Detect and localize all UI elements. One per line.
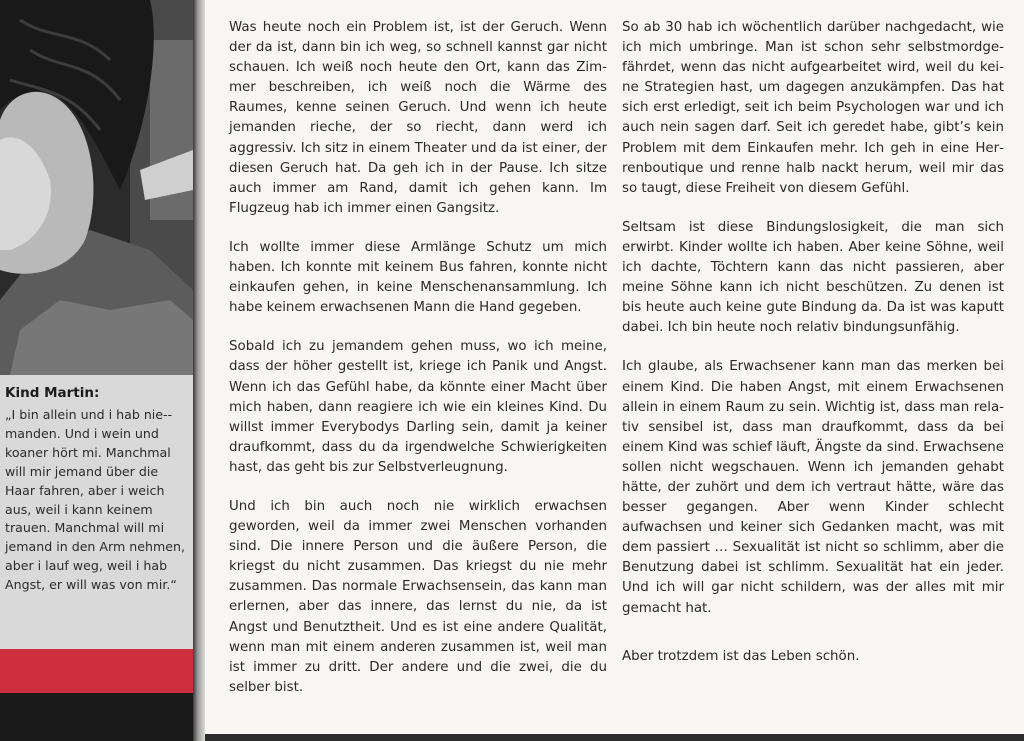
paragraph: Ich wollte immer diese Armlänge Schutz um mich haben. Ich konnte mit keinem Bus fahren, konnte nicht einkaufen gehen, in keine Menschenansammlung. Ich habe keinem erwachsenen Mann die Hand gegeben.	[229, 239, 607, 316]
red-accent-band	[0, 649, 193, 693]
text-column-2	[622, 18, 1004, 686]
quote-text: „I bin allein und i hab nie-manden. Und i wein und koaner hört mi. Manchmal will mir jemand über die Haar fahren, aber i weich aus, weil i kann keinem trauen. Manchmal will mi jemand in den Arm nehmen, aber i lauf weg, weil i hab Angst, er will was von mir.“	[5, 407, 185, 593]
text-column-1	[229, 18, 607, 717]
quote-box	[0, 375, 193, 649]
left-sidebar-panel	[0, 0, 193, 741]
paragraph: Aber trotzdem ist das Leben schön.	[622, 648, 860, 664]
page-spine-shadow	[193, 0, 205, 741]
paragraph: Und ich bin auch noch nie wirklich erwachsen geworden, weil da immer zwei Menschen vorhanden sind. Die innere Person und die äußere Person, die kriegst du nicht zusammen. Das kriegst du nie mehr zusammen. Das normale Erwachsensein, das kann man erlernen, aber das innere, das lernst du nie, da ist Angst und Benutztheit. Und es ist eine andere Qualität, wenn man mit einem anderen zusammen ist, weil man ist immer zu dritt. Der andere und die zwei, die du selber bist.	[229, 498, 607, 695]
paragraph: Seltsam ist diese Bindungslosigkeit, die man sich erwirbt. Kinder wollte ich haben. Aber keine Söhne, weil ich dachte, Töchtern kann das nicht passieren, aber meine Söhne kann ich nicht beschützen. Zu denen ist bis heute auch keine gute Bindung da. Da ist was kaputt dabei. Ich bin heute noch relativ bindungsunfähig.	[622, 219, 1004, 336]
paragraph: Sobald ich zu jemandem gehen muss, wo ich meine, dass der höher gestellt ist, kriege ich Panik und Angst. Wenn ich das Gefühl habe, da könnte einer Macht über mich haben, dann reagiere ich wie ein kleines Kind. Du willst immer Everybodys Darling sein, damit ja keiner draufkommt, dass du da irgendwelche Schwierigkeiten hast, das geht bis zur Selbstverleugnung.	[229, 339, 607, 475]
quote-title: Kind Martin:	[5, 385, 100, 401]
paragraph: Ich glaube, als Erwachsener kann man das merken bei einem Kind. Die haben Angst, mit einem Erwachsenen allein in einem Raum zu sein. Wichtig ist, dass man relativ sensibel ist, dass man draufkommt, dass da bei einem Kind was schief läuft, Ängste da sind. Erwachsene sollen nicht wegschauen. Wenn ich jemanden gehabt hätte, der zuhört und dem ich vertraut hätte, wäre das besser gegangen. Aber wenn Kinder schlecht aufwachsen und keiner sich Gedanken macht, was mit dem passiert … Sexualität ist nicht so schlimm, aber die Benutzung dabei ist schlimm. Sexualität hat ein jeder. Und ich will gar nicht schildern, was der alles mit mir gemacht hat.	[622, 359, 1004, 616]
portrait-photo	[0, 0, 193, 375]
bottom-edge-bar	[205, 734, 1024, 741]
paragraph: Was heute noch ein Problem ist, ist der Geruch. Wenn der da ist, dann bin ich weg, so schnell kannst gar nicht schauen. Ich weiß noch heute den Ort, kann das Zimmer beschreiben, ich weiß noch die Wärme des Raumes, kenne seinen Geruch. Und wenn ich heute jemanden rieche, der so riecht, dann werd ich aggressiv. Ich sitz in einem Theater und da ist einer, der diesen Geruch hat. Da geh ich in der Pause. Ich sitze auch immer am Rand, damit ich gehen kann. Im Flugzeug hab ich immer einen Gangsitz.	[229, 20, 607, 216]
paragraph: So ab 30 hab ich wöchentlich darüber nachgedacht, wie ich mich umbringe. Man ist schon sehr selbstmordgefährdet, wenn das nicht aufgearbeitet wird, weil du keine Strategien hast, um dagegen anzukämpfen. Das hat sich erst erledigt, seit ich beim Psychologen war und ich auch nein sagen darf. Seit ich geredet habe, gibt’s kein Problem mit dem Einkaufen mehr. Ich geh in eine Herrenboutique und renne halb nackt herum, weil mir das so taugt, diese Freiheit von diesem Gefühl.	[622, 20, 1004, 196]
